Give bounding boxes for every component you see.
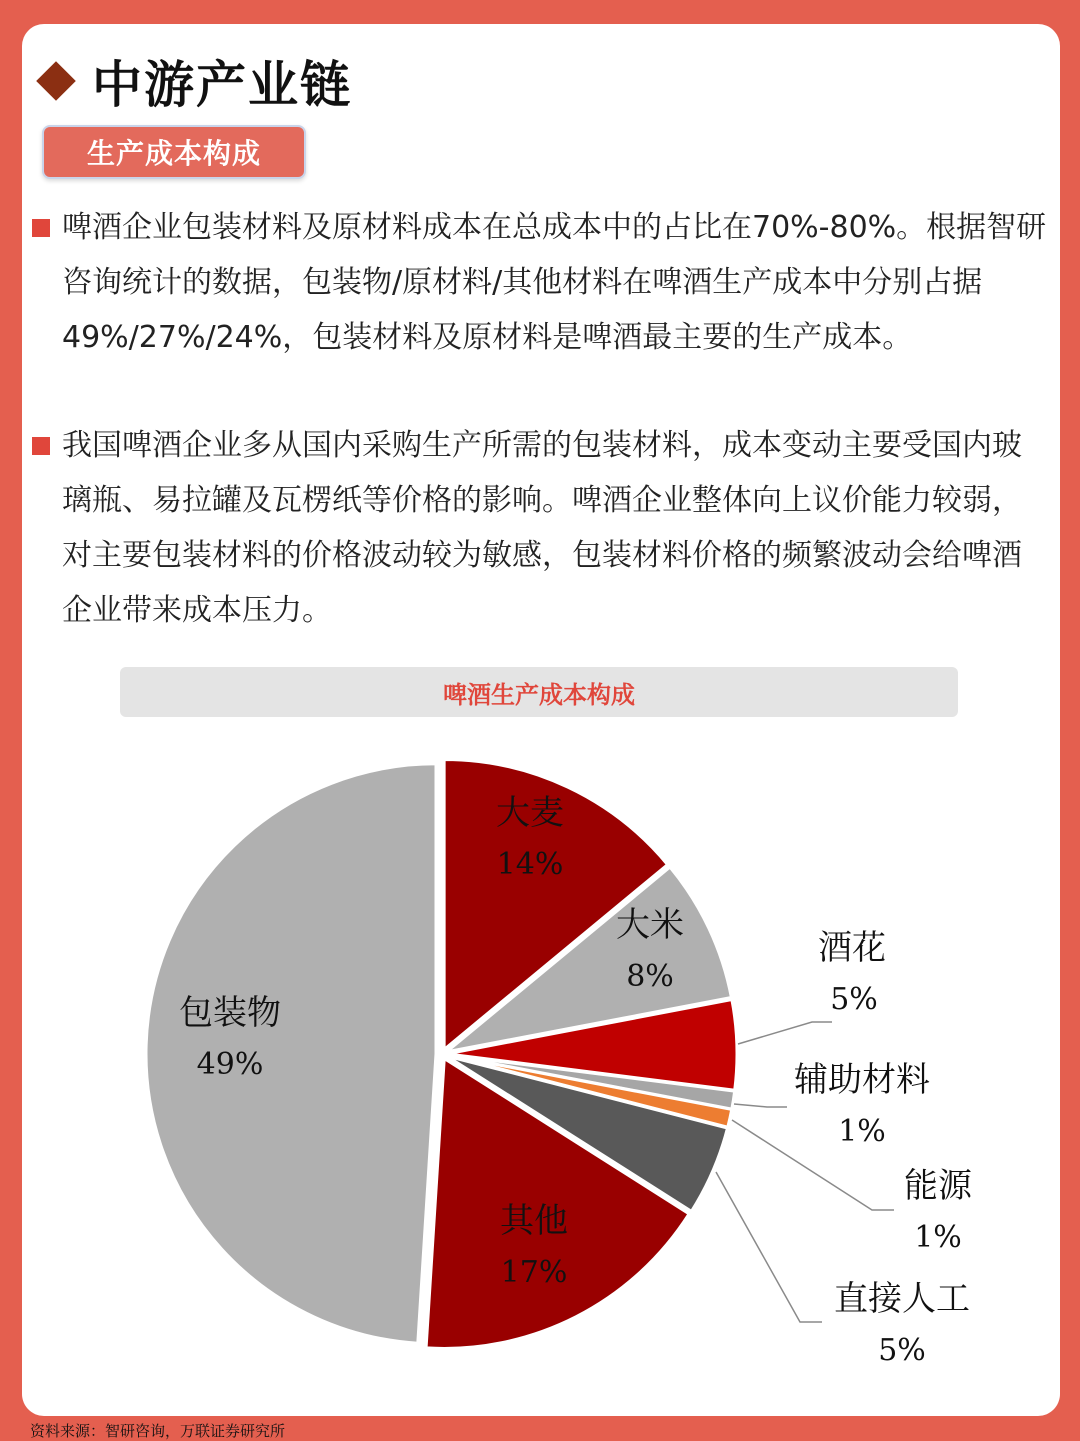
- slice-label-包装物: 包装物: [179, 993, 281, 1033]
- slice-value-直接人工: 5%: [878, 1333, 926, 1368]
- chart-title: 啤酒生产成本构成: [120, 667, 958, 717]
- slice-value-包装物: 49%: [196, 1047, 264, 1082]
- slice-value-大麦: 14%: [496, 847, 564, 882]
- slice-value-能源: 1%: [914, 1220, 962, 1255]
- slice-label-直接人工: 直接人工: [834, 1279, 970, 1319]
- leader-line-直接人工: [716, 1172, 822, 1322]
- slice-value-其他: 17%: [500, 1255, 568, 1290]
- subtitle-tag: 生产成本构成: [42, 125, 306, 179]
- slice-value-酒花: 5%: [830, 982, 878, 1017]
- slice-label-大麦: 大麦: [496, 793, 564, 833]
- slice-value-大米: 8%: [626, 959, 674, 994]
- leader-line-辅助材料: [734, 1104, 787, 1107]
- source-note: 资料来源：智研咨询，万联证券研究所: [30, 1422, 286, 1440]
- leader-line-酒花: [738, 1022, 832, 1044]
- paragraph-1-text: 啤酒企业包装材料及原材料成本在总成本中的占比在70%-80%。根据智研咨询统计的数据，包装物/原材料/其他材料在啤酒生产成本中分别占据49%/27%/24%，包装材料及原材料是啤酒最主要的生产成本。: [62, 210, 1047, 355]
- slice-label-酒花: 酒花: [818, 928, 886, 968]
- pie-chart: [22, 24, 1060, 1416]
- slice-label-大米: 大米: [616, 905, 684, 945]
- page-title: 中游产业链: [92, 56, 352, 114]
- content-card: [22, 24, 1060, 1416]
- slice-label-辅助材料: 辅助材料: [794, 1060, 930, 1100]
- slice-value-辅助材料: 1%: [838, 1114, 886, 1149]
- paragraph-2-text: 我国啤酒企业多从国内采购生产所需的包装材料，成本变动主要受国内玻璃瓶、易拉罐及瓦楞纸等价格的影响。啤酒企业整体向上议价能力较弱，对主要包装材料的价格波动较为敏感，包装材料价格的频繁波动会给啤酒企业带来成本压力。: [62, 428, 1022, 628]
- slice-label-能源: 能源: [904, 1166, 972, 1206]
- pie-slice-包装物: [146, 764, 436, 1343]
- slice-label-其他: 其他: [500, 1201, 568, 1241]
